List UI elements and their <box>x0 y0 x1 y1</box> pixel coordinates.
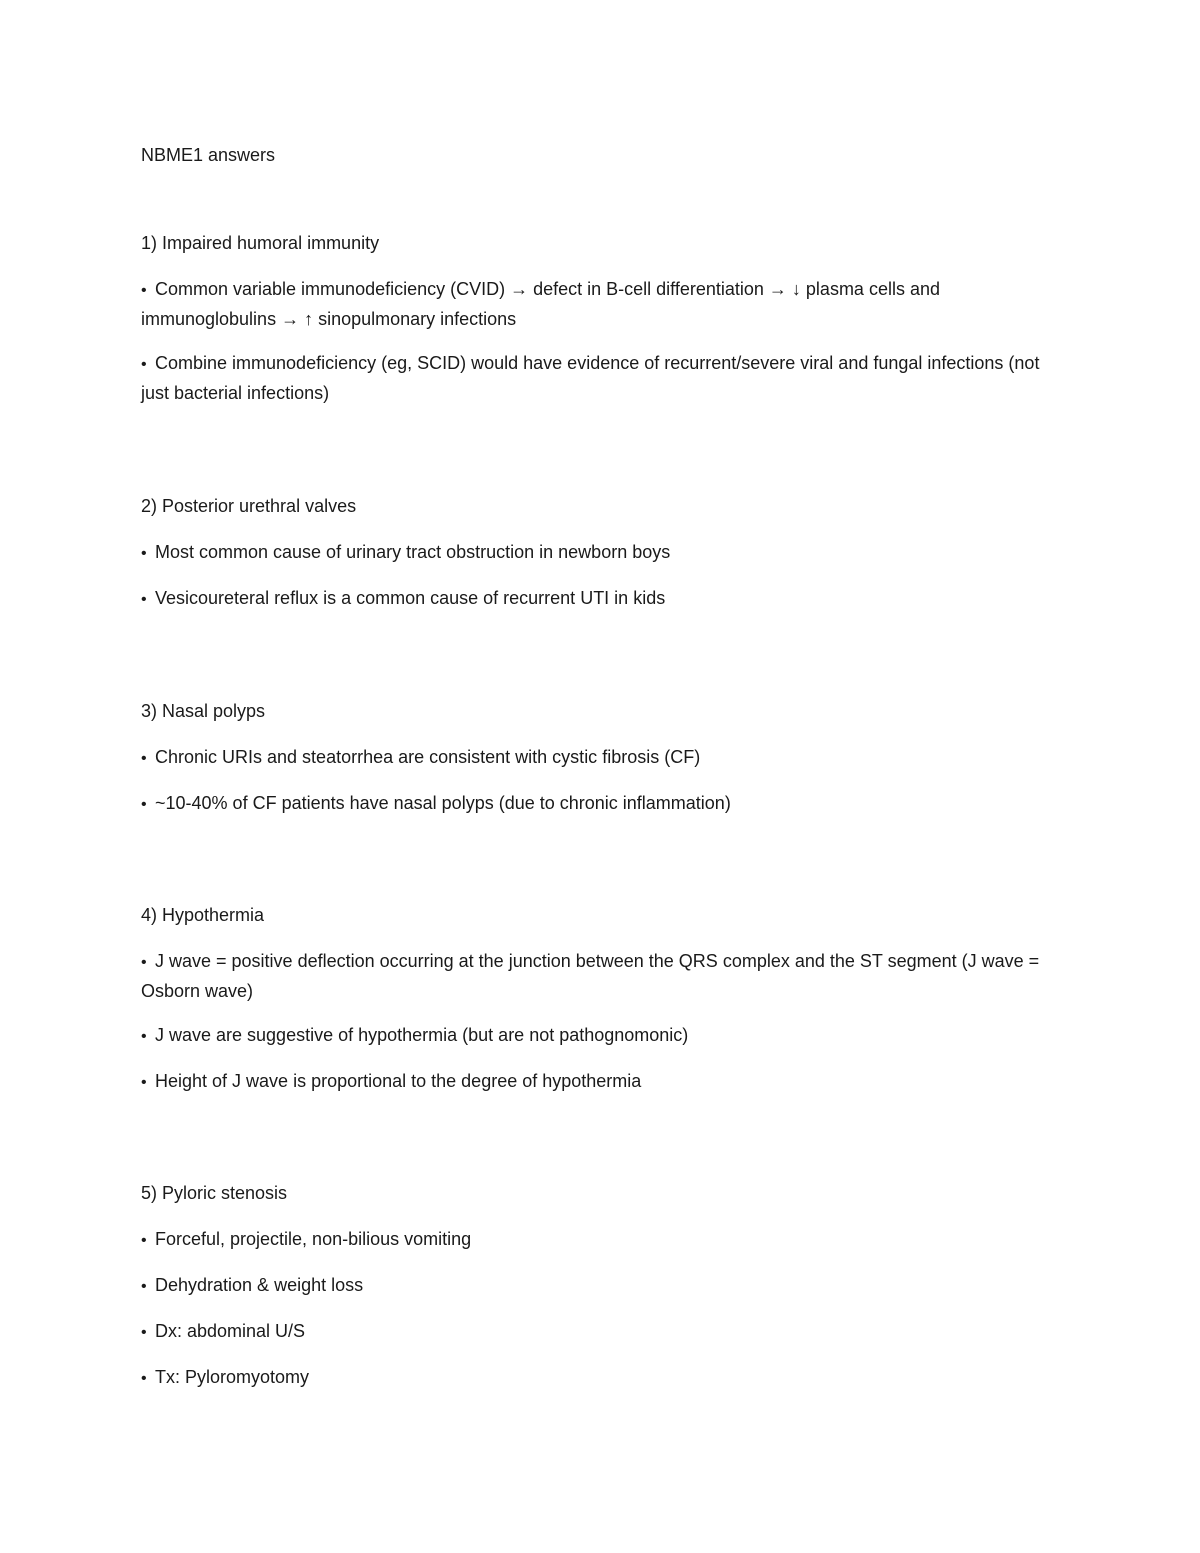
bullet-icon: • <box>141 591 147 608</box>
bullet-item <box>141 1317 1061 1347</box>
bullet-text: Forceful, projectile, non-bilious vomiting <box>155 1229 472 1249</box>
bullet-list <box>141 743 1061 819</box>
bullet-text: J wave = positive deflection occurring at the junction between the QRS complex and the ST segment (J wave = Osborn wave) <box>141 951 1040 1001</box>
bullet-item <box>141 1363 1061 1393</box>
bullet-item <box>141 1225 1061 1255</box>
bullet-icon: • <box>141 1028 147 1045</box>
section-pyloric-stenosis <box>141 1181 1061 1409</box>
section-impaired-humoral-immunity <box>141 231 1061 423</box>
bullet-icon: • <box>141 1074 147 1091</box>
bullet-list <box>141 1225 1061 1393</box>
section-posterior-urethral-valves <box>141 494 1061 630</box>
bullet-item <box>141 1067 1061 1097</box>
bullet-text: Tx: Pyloromyotomy <box>155 1367 310 1387</box>
bullet-item <box>141 1271 1061 1301</box>
bullet-item <box>141 789 1061 819</box>
section-nasal-polyps <box>141 699 1061 835</box>
section-heading: 3) Nasal polyps <box>141 701 266 721</box>
bullet-icon: • <box>141 356 147 373</box>
section-heading: 1) Impaired humoral immunity <box>141 233 380 253</box>
bullet-icon: • <box>141 1278 147 1295</box>
bullet-text: J wave are suggestive of hypothermia (but are not pathognomonic) <box>155 1025 689 1045</box>
bullet-text: Height of J wave is proportional to the degree of hypothermia <box>155 1071 642 1091</box>
bullet-item <box>141 349 1061 407</box>
bullet-text: ~10-40% of CF patients have nasal polyps (due to chronic inflammation) <box>155 793 731 813</box>
section-heading: 2) Posterior urethral valves <box>141 496 357 516</box>
section-heading: 4) Hypothermia <box>141 905 265 925</box>
bullet-icon: • <box>141 1232 147 1249</box>
bullet-text: Common variable immunodeficiency (CVID) → defect in B-cell differentiation → ↓ plasma cells and immunoglobulins → ↑ sinopulmonary infections <box>141 279 940 329</box>
bullet-item <box>141 947 1061 1005</box>
bullet-item <box>141 538 1061 568</box>
bullet-icon: • <box>141 796 147 813</box>
bullet-text: Most common cause of urinary tract obstruction in newborn boys <box>155 542 671 562</box>
section-heading: 5) Pyloric stenosis <box>141 1183 288 1203</box>
bullet-icon: • <box>141 545 147 562</box>
bullet-text: Chronic URIs and steatorrhea are consistent with cystic fibrosis (CF) <box>155 747 701 767</box>
bullet-icon: • <box>141 282 147 299</box>
section-hypothermia <box>141 903 1061 1113</box>
bullet-item <box>141 1021 1061 1051</box>
bullet-icon: • <box>141 1324 147 1341</box>
bullet-icon: • <box>141 1370 147 1387</box>
bullet-item <box>141 584 1061 614</box>
bullet-list <box>141 947 1061 1097</box>
bullet-text: Dehydration & weight loss <box>155 1275 364 1295</box>
bullet-item <box>141 743 1061 773</box>
bullet-text: Combine immunodeficiency (eg, SCID) would have evidence of recurrent/severe viral and fungal infections (not just bacterial infections) <box>141 353 1040 403</box>
bullet-list <box>141 275 1061 407</box>
document-title: NBME1 answers <box>141 145 276 165</box>
bullet-icon: • <box>141 750 147 767</box>
bullet-text: Vesicoureteral reflux is a common cause of recurrent UTI in kids <box>155 588 666 608</box>
bullet-item <box>141 275 1061 333</box>
bullet-text: Dx: abdominal U/S <box>155 1321 306 1341</box>
bullet-list <box>141 538 1061 614</box>
bullet-icon: • <box>141 954 147 971</box>
